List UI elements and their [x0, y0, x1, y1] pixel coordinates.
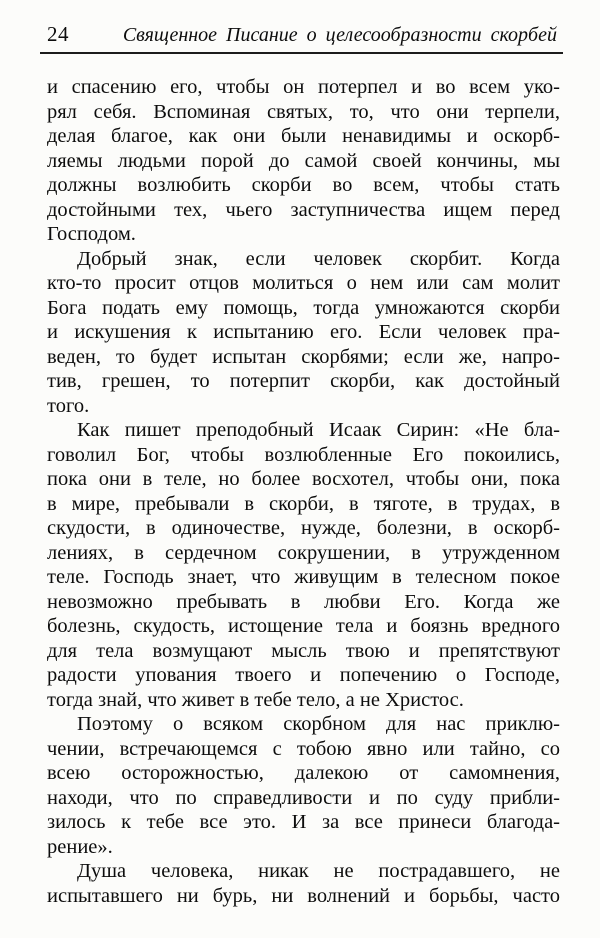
text-line: чении, встречающемся с тобою явно или тайно, со: [47, 737, 560, 760]
text-line: испытавшего ни бурь, ни волнений и борьбы, часто: [47, 884, 560, 907]
text-line: Бога подать ему помощь, тогда умножаются скорби: [47, 296, 560, 319]
text-line: радости упования твоего и попечению о Господе,: [47, 664, 560, 686]
running-title: Священное Писание о целесообразности скорбей: [122, 24, 557, 46]
text-line: в мире, пребывали в скорби, в тяготе, в трудах, в: [47, 492, 560, 515]
text-line: для тела возмущают мысль твою и препятствуют: [47, 639, 560, 662]
text-line: Как пишет преподобный Исаак Сирин: «Не бла-: [77, 419, 560, 441]
text-line: скудости, в одиночестве, нужде, болезни, в оскорб-: [47, 517, 560, 539]
text-line: находи, что по справедливости и по суду прибли-: [47, 786, 560, 809]
text-line: и спасению его, чтобы он потерпел и во всем уко-: [47, 76, 560, 98]
page-number: 24: [47, 22, 69, 46]
text-line: тив, грешен, то потерпит скорби, как достойный: [47, 370, 560, 392]
text-line: Господом.: [47, 223, 136, 245]
text-line: делая благое, как они были ненавидимы и оскорб-: [47, 125, 560, 147]
text-line: ляемы людьми порой до самой своей кончины, мы: [47, 149, 560, 172]
text-line: рял себя. Вспоминая святых, то, что они терпели,: [47, 100, 560, 123]
text-line: и искушения к испытанию его. Если человек пра-: [47, 321, 560, 343]
text-line: лениях, в сердечном сокрушении, в утружденном: [47, 541, 560, 564]
text-line: говолил Бог, чтобы возлюбленные Его покоились,: [47, 443, 560, 466]
text-line: кто-то просит отцов молиться о нем или сам молит: [47, 272, 560, 294]
text-line: того.: [47, 394, 90, 417]
text-line: веден, то будет испытан скорбями; если же, напро-: [47, 345, 560, 368]
text-line: достойными тех, чьего заступничества ищем перед: [47, 198, 560, 221]
text-line: должны возлюбить скорби во всем, чтобы стать: [47, 174, 560, 196]
text-line: тогда знай, что живет в тебе тело, а не Христос.: [47, 688, 464, 711]
text-line: Душа человека, никак не пострадавшего, не: [77, 860, 560, 882]
text-line: теле. Господь знает, что живущим в телесном покое: [47, 566, 560, 588]
body-text: [47, 75, 560, 908]
text-line: всею осторожностью, далекою от самомнения,: [47, 762, 560, 784]
text-line: Добрый знак, если человек скорбит. Когда: [77, 247, 560, 270]
text-line: рение».: [47, 835, 113, 858]
text-line: болезнь, скудость, истощение тела и боязнь вредного: [47, 615, 560, 637]
text-line: невозможно пребывать в любви Его. Когда же: [47, 590, 560, 613]
text-line: Поэтому о всяком скорбном для нас приклю-: [77, 713, 560, 735]
page-header: [47, 22, 557, 47]
header-rule: [40, 52, 563, 54]
text-line: пока они в теле, но более восхотел, чтобы они, пока: [47, 468, 560, 490]
text-line: зилось к тебе все это. И за все принеси благода-: [47, 811, 560, 833]
